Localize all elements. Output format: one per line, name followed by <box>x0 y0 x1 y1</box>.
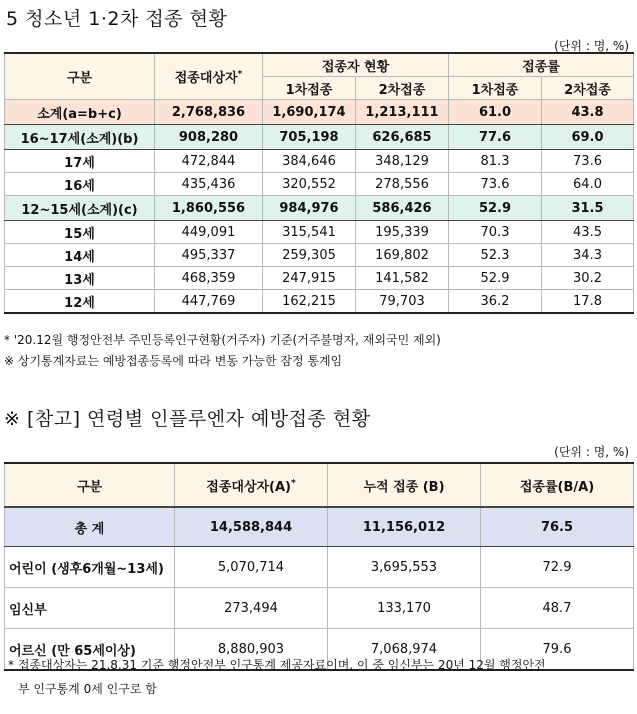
header-category: 구분 <box>5 463 175 507</box>
dose2-cell: 278,556 <box>356 173 449 196</box>
dose2-cell: 586,426 <box>356 196 449 221</box>
table-row <box>5 588 634 629</box>
row-label: 14세 <box>5 244 155 267</box>
row-label: 임신부 <box>5 588 175 629</box>
rate-cell: 76.5 <box>481 507 634 547</box>
dose2-cell: 141,582 <box>356 267 449 290</box>
rate1-cell: 36.2 <box>449 290 542 314</box>
dose1-cell: 984,976 <box>263 196 356 221</box>
table-row <box>5 507 634 547</box>
dose2-cell: 348,129 <box>356 150 449 173</box>
cumulative-cell: 133,170 <box>328 588 481 629</box>
rate2-cell: 73.6 <box>542 150 634 173</box>
rate1-cell: 81.3 <box>449 150 542 173</box>
target-cell: 468,359 <box>155 267 263 290</box>
section2-footnote-line1: * 접종대상자는 21.8.31 기준 행정안전부 인구통계 제공자료이며, 이 중 임신부는 20년 12월 행정안전 <box>8 658 546 672</box>
section1-footnote-1: * '20.12월 행정안전부 주민등록인구현황(거주자) 기준(거주불명자, 재외국민 제외) <box>4 333 441 347</box>
target-cell: 2,768,836 <box>155 100 263 125</box>
rate1-cell: 61.0 <box>449 100 542 125</box>
section2-footnote-line2: 부 인구통계 0세 인구로 함 <box>18 682 157 696</box>
rate2-cell: 43.5 <box>542 221 634 244</box>
header-category: 구분 <box>5 53 155 100</box>
header-dose2: 2차접종 <box>356 77 449 100</box>
rate-cell: 72.9 <box>481 547 634 588</box>
dose2-cell: 1,213,111 <box>356 100 449 125</box>
table-row <box>5 100 634 125</box>
table-row <box>5 290 634 314</box>
dose1-cell: 320,552 <box>263 173 356 196</box>
header-target: 접종대상자* <box>155 53 263 100</box>
row-label: 13세 <box>5 267 155 290</box>
target-cell: 5,070,714 <box>175 547 328 588</box>
table-row <box>5 150 634 173</box>
row-label: 16세 <box>5 173 155 196</box>
target-cell: 8,880,903 <box>175 629 328 671</box>
dose1-cell: 247,915 <box>263 267 356 290</box>
row-label: 17세 <box>5 150 155 173</box>
youth-vaccination-table <box>4 52 634 314</box>
rate2-cell: 64.0 <box>542 173 634 196</box>
rate1-cell: 52.9 <box>449 267 542 290</box>
section1-title: 5 청소년 1·2차 접종 현황 <box>6 8 228 30</box>
target-footnote-mark: * <box>291 478 296 489</box>
dose1-cell: 1,690,174 <box>263 100 356 125</box>
target-cell: 495,337 <box>155 244 263 267</box>
table-row <box>5 221 634 244</box>
dose2-cell: 195,339 <box>356 221 449 244</box>
dose1-cell: 705,198 <box>263 125 356 150</box>
dose1-cell: 384,646 <box>263 150 356 173</box>
header-rate-group: 접종률 <box>449 53 634 77</box>
section2-unit: (단위 : 명, %) <box>554 445 629 459</box>
table-row <box>5 125 634 150</box>
target-cell: 472,844 <box>155 150 263 173</box>
target-cell: 14,588,844 <box>175 507 328 547</box>
rate-cell: 79.6 <box>481 629 634 671</box>
dose2-cell: 79,703 <box>356 290 449 314</box>
row-label: 어르신 (만 65세이상) <box>5 629 175 671</box>
dose1-cell: 259,305 <box>263 244 356 267</box>
row-label: 총 계 <box>5 507 175 547</box>
rate1-cell: 52.3 <box>449 244 542 267</box>
row-label: 소계(a=b+c) <box>5 100 155 125</box>
rate-cell: 48.7 <box>481 588 634 629</box>
dose2-cell: 626,685 <box>356 125 449 150</box>
header-cumulative: 누적 접종 (B) <box>328 463 481 507</box>
target-cell: 449,091 <box>155 221 263 244</box>
target-cell: 1,860,556 <box>155 196 263 221</box>
rate2-cell: 31.5 <box>542 196 634 221</box>
rate2-cell: 34.3 <box>542 244 634 267</box>
table-row <box>5 244 634 267</box>
rate2-cell: 17.8 <box>542 290 634 314</box>
rate1-cell: 73.6 <box>449 173 542 196</box>
header-dose1: 1차접종 <box>263 77 356 100</box>
rate1-cell: 77.6 <box>449 125 542 150</box>
rate1-cell: 52.9 <box>449 196 542 221</box>
row-label: 어린이 (생후6개월~13세) <box>5 547 175 588</box>
table-row <box>5 267 634 290</box>
rate2-cell: 30.2 <box>542 267 634 290</box>
header-rate2: 2차접종 <box>542 77 634 100</box>
table-row <box>5 547 634 588</box>
rate2-cell: 43.8 <box>542 100 634 125</box>
target-cell: 435,436 <box>155 173 263 196</box>
dose2-cell: 169,802 <box>356 244 449 267</box>
cumulative-cell: 3,695,553 <box>328 547 481 588</box>
row-label: 12~15세(소계)(c) <box>5 196 155 221</box>
target-cell: 908,280 <box>155 125 263 150</box>
target-footnote-mark: * <box>237 69 243 80</box>
dose1-cell: 162,215 <box>263 290 356 314</box>
section2-title: ※ [참고] 연령별 인플루엔자 예방접종 현황 <box>4 408 371 430</box>
rate1-cell: 70.3 <box>449 221 542 244</box>
dose1-cell: 315,541 <box>263 221 356 244</box>
target-cell: 273,494 <box>175 588 328 629</box>
row-label: 15세 <box>5 221 155 244</box>
header-target: 접종대상자(A)* <box>175 463 328 507</box>
table-row <box>5 173 634 196</box>
influenza-vaccination-table <box>4 462 634 671</box>
target-cell: 447,769 <box>155 290 263 314</box>
rate2-cell: 69.0 <box>542 125 634 150</box>
header-vaccinated-group: 접종자 현황 <box>263 53 449 77</box>
header-rate1: 1차접종 <box>449 77 542 100</box>
cumulative-cell: 7,068,974 <box>328 629 481 671</box>
table-row <box>5 196 634 221</box>
row-label: 16~17세(소계)(b) <box>5 125 155 150</box>
section1-unit: (단위 : 명, %) <box>554 39 629 53</box>
header-rate: 접종률(B/A) <box>481 463 634 507</box>
row-label: 12세 <box>5 290 155 314</box>
section1-footnote-2: ※ 상기통계자료는 예방접종등록에 따라 변동 가능한 잠정 통계임 <box>4 354 343 368</box>
cumulative-cell: 11,156,012 <box>328 507 481 547</box>
